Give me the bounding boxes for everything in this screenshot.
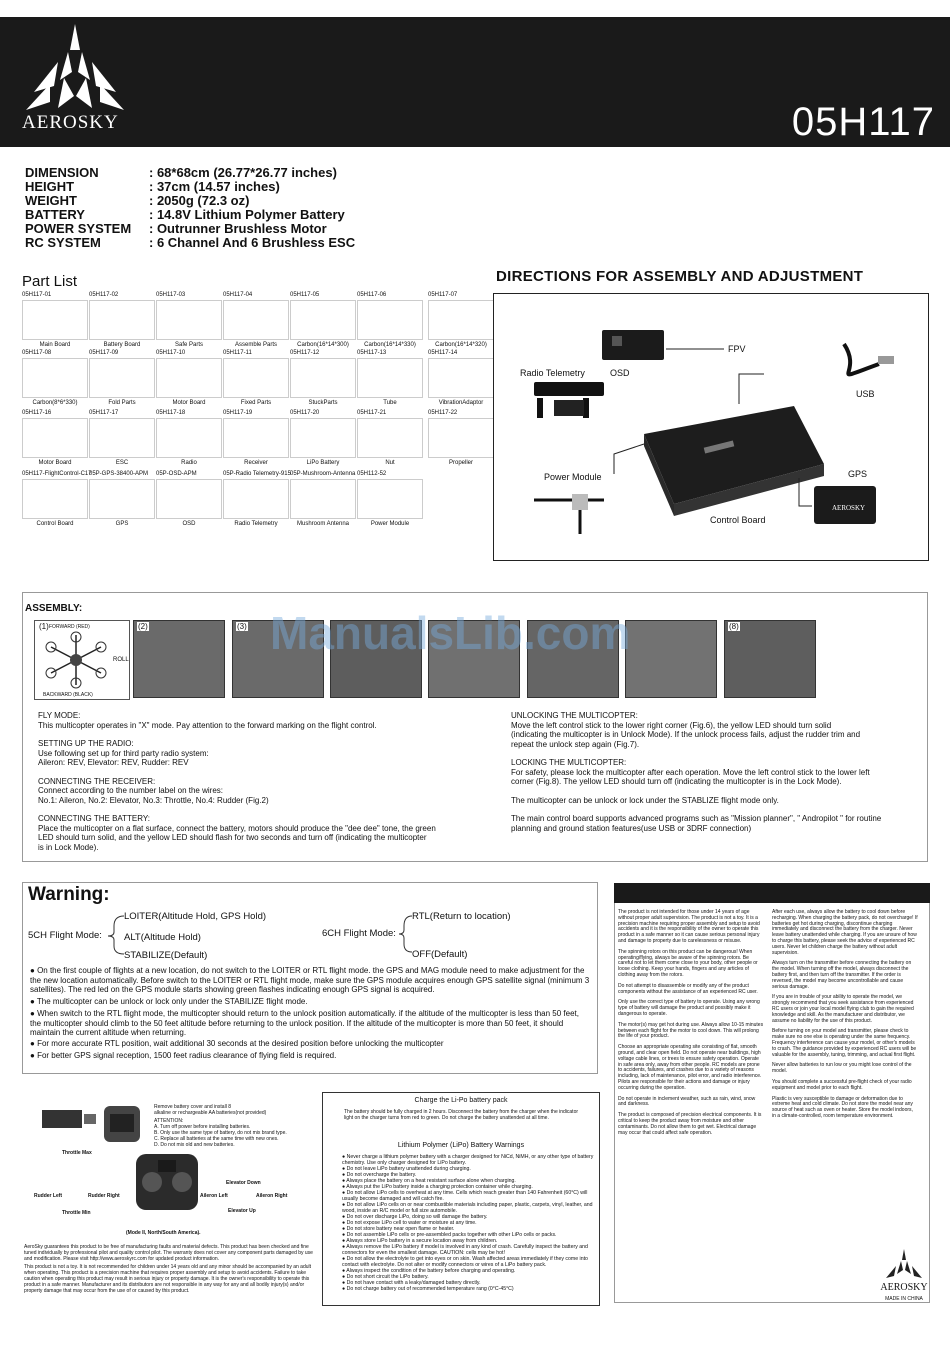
- hexacopter-icon: [43, 631, 109, 689]
- part-name: Radio: [181, 460, 197, 466]
- part-item: [223, 350, 289, 408]
- footer-logo-icon: [884, 1248, 924, 1282]
- label-osd: OSD: [610, 368, 630, 378]
- part-image: [223, 418, 289, 458]
- flight-mode-5ch-label: 5CH Flight Mode:: [28, 930, 102, 941]
- spec-label: HEIGHT: [25, 179, 75, 194]
- stick-label: Elevator Down: [226, 1180, 261, 1186]
- part-name: GPS: [115, 521, 129, 527]
- instruction-body: The main control board supports advanced programs such as "Mission planner", " Andropilot " for routine planning and ground station features(use USB or 3DRF connection): [511, 814, 882, 833]
- lipo-warning-item: ● Always place the battery on a heat resistant surface alone when charging.: [342, 1178, 516, 1184]
- part-image: [22, 479, 88, 519]
- lipo-warning-item: ● Never charge a lithium polymer battery with a charger designed for NiCd, NiMH, or any other type of battery chemistry. Use only charger designed for LiPo battery.: [342, 1154, 594, 1166]
- part-code: 05H117-09: [89, 350, 119, 356]
- part-code: 05H117-18: [156, 410, 186, 416]
- stick-label: Elevator Up: [228, 1208, 256, 1214]
- instruction-heading: LOCKING THE MULTICOPTER:: [511, 758, 627, 767]
- lipo-warning-item: ● Always inspect the condition of the battery before charging and operating.: [342, 1268, 516, 1274]
- mode-caption: (Mode II, North/South America).: [126, 1230, 201, 1236]
- part-item: [89, 471, 155, 529]
- wiring-diagram: [493, 293, 929, 561]
- part-image: [290, 479, 356, 519]
- part-image: [290, 358, 356, 398]
- battery-attention: ATTENTION: A. Turn off power before installing batteries. B. Only use the same type of battery, do not mix brand type. C. Replace all batteries at the same time with new ones. D. Do not mix old and new batteries.: [154, 1118, 287, 1148]
- stick-label: Throttle Min: [62, 1210, 91, 1216]
- spec-row: [25, 222, 525, 236]
- lipo-warning-item: ● Do not have contact with a leaky/damaged battery directly.: [342, 1280, 481, 1286]
- assembly-right-text: [511, 711, 921, 833]
- stick-label: Rudder Left: [34, 1193, 63, 1199]
- battery-note: Remove battery cover and install 8 alkaline or rechargeable AA batteries(not provided): [154, 1104, 267, 1116]
- lipo-warning-item: ● Do not over discharge LiPo, doing so will damage the battery.: [342, 1214, 488, 1220]
- spec-label: DIMENSION: [25, 165, 99, 180]
- safety-paragraph: Always turn on the transmitter before connecting the battery on the model. When turning off the model, always disconnect the battery first, and then turn off the transmitter. If the order is reversed, the model may become uncontrollable and cause serious damage.: [772, 960, 912, 990]
- assembly-photo: [724, 620, 816, 698]
- lipo-warning-item: ● Always put the LiPo battery inside a charging protection container while charging.: [342, 1184, 533, 1190]
- lipo-warnings-title: Lithium Polymer (LiPo) Battery Warnings: [397, 1142, 525, 1149]
- charge-text: The battery should be fully charged in 2 hours. Disconnect the battery from the charger when the indicator light on the charger turns from red to green. Do not charge the battery unattended at all time.: [344, 1109, 579, 1121]
- part-item: [223, 292, 289, 350]
- safety-paragraph: The product is composed of precision electrical components. It is critical to keep the product away from moisture and other contaminants. Do not allow them to get wet. Electrical damage may occur that could affect safe operation.: [618, 1112, 762, 1136]
- part-image: [89, 479, 155, 519]
- safety-paragraph: If you are in trouble of your ability to operate the model, we strongly recommend that you seek assistance from experienced RC users or join your local model flying club to gain the required knowledge and skill. As the manufacturer and distributor, we assume no liability for the use of this product.: [772, 994, 914, 1024]
- assembly-photo: [625, 620, 717, 698]
- model-number: 05H117: [791, 100, 935, 144]
- spec-value: : 14.8V Lithium Polymer Battery: [149, 207, 345, 222]
- lipo-warning-item: ● Do not leave LiPo battery unattended during charging.: [342, 1166, 471, 1172]
- part-image: [156, 479, 222, 519]
- part-image: [428, 418, 494, 458]
- part-code: 05H117-07: [428, 292, 458, 298]
- part-name: Carbon(16*14*300): [297, 342, 349, 348]
- part-item: [223, 410, 289, 468]
- part-code: 05H117-03: [156, 292, 186, 298]
- safety-paragraph: Do not operate in inclement weather, such as rain, wind, snow and darkness.: [618, 1095, 756, 1108]
- safety-column-right: [772, 910, 926, 1125]
- part-item: [290, 292, 356, 350]
- flight-mode-6ch-label: 6CH Flight Mode:: [322, 928, 396, 939]
- instruction-body: Move the left control stick to the lower right corner (Fig.6), the yellow LED should turn solid (indicating the multicopter is in Unlock Mode). If the unlock process fails, adjust the rudder trim and repeat the unlock step again (Fig.7).: [511, 720, 861, 749]
- part-name: Fixed Parts: [240, 400, 272, 406]
- part-code: 05H117-FlightControl-C17: [22, 471, 92, 477]
- part-image: [428, 300, 494, 340]
- part-code: 05H117-13: [357, 350, 387, 356]
- part-code: 05H117-10: [156, 350, 186, 356]
- safety-paragraph: After each use, always allow the battery to cool down before recharging. When charging the battery pack, do not overcharge! If batteries get hot during charging, discontinue charging immediately and disconnect the battery from the charger. Never leave battery unattended while charging. If you are unsure of how to charge this battery, please seek the advice of experienced RC users. Never let children charge the battery without adult supervision.: [772, 909, 918, 956]
- part-code: 05P-Radio Telemetry-915: [223, 471, 291, 477]
- label-control-board: Control Board: [710, 515, 766, 525]
- part-image: [22, 358, 88, 398]
- part-name: Main Board: [39, 342, 71, 348]
- safety-paragraph: The product is not intended for those under 14 years of age without proper adult supervision. The product is not a toy. It is a precision machine requiring proper assembly and setup to avoid accidents and it is the responsibility of the owner to operate this product in a safe manner so it can cause serious personal injury and damage to property due to carelessness or misuse.: [618, 909, 760, 944]
- fig-number: (2): [138, 622, 148, 631]
- part-image: [156, 300, 222, 340]
- part-item: [22, 350, 88, 408]
- guarantee-text: AeroSky guarantees this product to be free of manufacturing faults and material defects. This product has been checked and fine tuned individually by professional pilot and quality control pilot. The warranty does not cover any component parts damaged by use and modification. Please visit http://www.aeroskyrc.com for updated product information.: [24, 1244, 313, 1262]
- fig-number: (1): [39, 622, 49, 631]
- part-name: Fold Parts: [108, 400, 136, 406]
- part-item: [357, 350, 423, 408]
- part-image: [156, 418, 222, 458]
- part-item: [89, 410, 155, 468]
- brand-name: AEROSKY: [22, 112, 119, 133]
- safety-paragraph: Never allow batteries to run low or you might lose control of the model.: [772, 1062, 912, 1075]
- spec-value: : Outrunner Brushless Motor: [149, 221, 327, 236]
- warning-title: Warning:: [28, 884, 110, 905]
- label-radio-telemetry: Radio Telemetry: [520, 368, 585, 378]
- warning-bullet: ● When switch to the RTL flight mode, the multicopter should return to the unlock position automatically. if the altitude of the multicopter is less than 50 feet, the multicopter should climb to the 50 feet altitude before returning to the unlock position. If the altitude of the multicopter is more than 50 feet, it should maintain the current altitude when returning.: [30, 1009, 579, 1037]
- fly-mode-figure: [34, 620, 130, 700]
- part-code: 05H117-04: [223, 292, 253, 298]
- spec-row: [25, 180, 525, 194]
- instruction-heading: CONNECTING THE BATTERY:: [38, 814, 151, 823]
- part-item: [290, 410, 356, 468]
- spec-row: [25, 166, 525, 180]
- instruction-body: Connect according to the number label on the wires: No.1: Aileron, No.2: Elevator, No.3: Throttle, No.4: Rudder (Fig.2): [38, 786, 269, 805]
- assembly-photo: [133, 620, 225, 698]
- label-fpv: FPV: [728, 344, 746, 354]
- stick-label: Rudder Right: [88, 1193, 120, 1199]
- part-code: 05P-OSD-APM: [156, 471, 197, 477]
- instruction-heading: FLY MODE:: [38, 711, 81, 720]
- part-code: 05H117-05: [290, 292, 320, 298]
- footer-brand: AEROSKY: [880, 1282, 928, 1293]
- part-code: 05H117-19: [223, 410, 253, 416]
- watermark: ManualsLib.com: [270, 607, 631, 659]
- part-name: Tube: [383, 400, 397, 406]
- label-gps: GPS: [848, 469, 868, 479]
- lipo-warning-item: ● Do not assemble LiPo cells or pre-assembled packs together with other LiPo cells or packs.: [342, 1232, 557, 1238]
- safety-paragraph: Before turning on your model and transmitter, please check to make sure no one else is operating under the same frequency. Frequency interference can cause your model, or other's models to crash. The guidance provided by experienced RC users will be valuable for the assembly, tuning, trimming, and actual first flight.: [772, 1028, 917, 1058]
- instruction-body: For safety, please lock the multicopter after each operation. Move the left control stick to the lower left corner (Fig.8). The yellow LED should turn off (indicating the multicopter is in the Lock Mode).: [511, 767, 870, 786]
- part-name: Nut: [385, 460, 395, 466]
- part-code: 05H117-20: [290, 410, 320, 416]
- lipo-warning-item: ● Do not expose LiPo cell to water or moisture at any time.: [342, 1220, 477, 1226]
- assembly-left-text: [38, 711, 498, 852]
- part-code: 05H117-17: [89, 410, 119, 416]
- spec-value: : 2050g (72.3 oz): [149, 193, 250, 208]
- flight-mode-option: ALT(Altitude Hold): [124, 932, 201, 943]
- lipo-warning-item: ● Do not short circuit the LiPo battery.: [342, 1274, 429, 1280]
- instruction-heading: SETTING UP THE RADIO:: [38, 739, 134, 748]
- part-item: [156, 292, 222, 350]
- spec-row: [25, 208, 525, 222]
- part-code: 05H117-01: [22, 292, 52, 298]
- safety-paragraph: Only use the correct type of battery to operate. Using any wrong type of battery will damage the product and possibly make it dangerous to operate.: [618, 999, 760, 1017]
- lipo-warning-item: ● Do not charge battery out of recommended temperature rang (0°C-45°C): [342, 1286, 514, 1292]
- part-image: [22, 300, 88, 340]
- warning-bullet: ● For better GPS signal reception, 1500 feet radius clearance of flying field is required.: [30, 1051, 337, 1060]
- instruction-body: The multicopter can be unlock or lock under the STABLIZE flight mode only.: [511, 795, 779, 805]
- part-code: 05H117-08: [22, 350, 52, 356]
- aerosky-logo-icon: [20, 22, 130, 112]
- part-item: [357, 471, 423, 529]
- lipo-warning-list: [342, 1154, 594, 1292]
- part-image: [223, 479, 289, 519]
- flight-mode-option: STABILIZE(Default): [124, 950, 208, 961]
- warning-bullet: ● The multicopter can be unlock or lock only under the STABILIZE flight mode.: [30, 997, 308, 1006]
- part-name: LiPo Battery: [306, 460, 340, 466]
- part-image: [290, 300, 356, 340]
- part-item: [89, 292, 155, 350]
- part-name: Mushroom Antenna: [296, 521, 350, 527]
- lipo-warning-item: ● Do not allow the electrolyte to get into eyes or on skin. Wash affected areas immediately if they come into contact with electrolyte. Do not alter or modify connectors or wires of a LiPo battery pack.: [342, 1256, 588, 1268]
- made-in-china: MADE IN CHINA: [885, 1296, 923, 1302]
- part-name: Propeller: [448, 460, 473, 466]
- part-code: 05P-Mushroom-Antenna: [290, 471, 356, 477]
- part-image: [357, 479, 423, 519]
- stick-label: Aileron Right: [256, 1193, 288, 1199]
- flight-mode-option: OFF(Default): [412, 949, 468, 960]
- stick-label: Aileron Left: [200, 1193, 228, 1199]
- spec-label: BATTERY: [25, 207, 85, 222]
- part-item: [223, 471, 289, 529]
- part-item: [89, 350, 155, 408]
- part-name: VibrationAdaptor: [438, 400, 484, 406]
- spec-value: : 37cm (14.57 inches): [149, 179, 280, 194]
- lipo-warning-item: ● Always store LiPo battery in a secure location away from children.: [342, 1238, 498, 1244]
- part-item: [156, 471, 222, 529]
- part-name: Safe Parts: [174, 342, 203, 348]
- part-image: [223, 358, 289, 398]
- part-item: [290, 471, 356, 529]
- part-list-title: Part List: [22, 273, 78, 290]
- part-image: [290, 418, 356, 458]
- safety-paragraph: The motor(s) may get hot during use. Always allow 10-15 minutes between each flight for the motor to cool down. This will prolong the life of your product.: [618, 1021, 764, 1040]
- spec-value: : 6 Channel And 6 Brushless ESC: [149, 235, 356, 250]
- toy-notice: This product is not a toy. It is not recommended for children under 14 years old and any minor should be accompanied by an adult when operating. This product is a precision machine that requires proper assembly and setup to avoid accidents. Failure to take caution when operating this product may result in serious injury or property damage. It is the owner's responsibility to operate this product in a safe manner. Manufacturer and its distributors are not responsible in any way for any and all bodily injury(s) and/or property damage that may occur from the use of or caused by this product.: [24, 1264, 312, 1294]
- safety-paragraph: Do not attempt to disassemble or modify any of the product components without the assistance of an experienced RC user.: [618, 982, 758, 995]
- part-image: [428, 358, 494, 398]
- part-image: [89, 418, 155, 458]
- part-name: Carbon(8*6*330): [32, 400, 78, 406]
- spec-label: RC SYSTEM: [25, 235, 101, 250]
- safety-paragraph: Plastic is very susceptible to damage or deformation due to extreme heat and cold climate. Do not store the model near any source of heat such as oven or heater. Store the model indoors, in a climate-controlled, room temperature environment.: [772, 1095, 913, 1119]
- part-image: [156, 358, 222, 398]
- lipo-warning-item: ● Do not allow LiPo cells on or near combustible materials including paper, plastic, carpets, vinyl, leather, and wood, inside an R/C model or full size automobile.: [342, 1202, 593, 1214]
- mode-brace-icon: [398, 912, 414, 956]
- forward-label: FORWARD (RED): [49, 624, 90, 630]
- part-item: [290, 350, 356, 408]
- gps-brand: AEROSKY: [832, 504, 866, 512]
- part-code: 05H117-02: [89, 292, 119, 298]
- safety-paragraph: You should complete a successful pre-flight check of your radio equipment and model prior to each flight.: [772, 1078, 912, 1091]
- warning-bullet: ● On the first couple of flights at a new location, do not switch to the LOITER or RTL flight mode. the GPS and MAG module need to make adjustment for the the new location automatically. Before switch to the LOITER or RTL flight mode, make sure the GPS module acquires enough GPS satellite signal (minimum 3 satellites). The red led on the GPS module starts showing green flashes indicating enough GPS signal is acquired.: [30, 966, 590, 994]
- part-image: [89, 358, 155, 398]
- charge-title: Charge the Li-Po battery pack: [414, 1097, 508, 1104]
- part-code: 05P-GPS-38400-APM: [89, 471, 149, 477]
- part-code: 05H117-14: [428, 350, 458, 356]
- part-image: [22, 418, 88, 458]
- part-name: OSD: [182, 521, 196, 527]
- part-name: Radio Telemetry: [234, 521, 278, 527]
- instruction-heading: UNLOCKING THE MULTICOPTER:: [511, 711, 638, 720]
- directions-title: DIRECTIONS FOR ASSEMBLY AND ADJUSTMENT: [496, 268, 864, 285]
- safety-paragraph: Choose an appropriate operating site consisting of flat, smooth ground, and clear open field. Do not operate near buildings, high voltage cable lines, or trees to ensure safety operation. Operate in safe area only, away from other people. RC models are prone to accidents, failures, and crashes due to a variety of reasons including, lack of maintenance, pilot error, and radio interference. Pilots are responsible for their actions and damage or injury occurring during the operation.: [618, 1044, 762, 1091]
- warning-bullet: ● For more accurate RTL position, wait additional 30 seconds at the desired position before unlocking the multicopter: [30, 1039, 444, 1048]
- part-item: [156, 350, 222, 408]
- part-name: ESC: [115, 460, 129, 466]
- fig-number: (8): [729, 622, 739, 631]
- part-item: [22, 292, 88, 350]
- part-code: 05H117-06: [357, 292, 387, 298]
- part-name: Receiver: [244, 460, 268, 466]
- safety-column-left: [618, 910, 768, 1141]
- part-name: StuckParts: [308, 400, 338, 406]
- part-name: Carbon(16*14*320): [435, 342, 487, 348]
- part-item: [156, 410, 222, 468]
- part-item: [357, 410, 423, 468]
- flight-mode-option: LOITER(Altitude Hold, GPS Hold): [124, 911, 267, 922]
- mode-brace-icon: [106, 912, 126, 958]
- part-image: [357, 300, 423, 340]
- part-image: [357, 358, 423, 398]
- part-code: 05H117-11: [223, 350, 252, 356]
- part-name: Power Module: [370, 521, 410, 527]
- instruction-heading: CONNECTING THE RECEIVER:: [38, 776, 156, 786]
- part-image: [357, 418, 423, 458]
- safety-paragraph: The spinning rotors on this product can be dangerous! When operating/flying, always be aware of the spinning rotors. Be careful not to let them come close to your body, other people or loose clothing. Keep your hands, fingers and any articles of clothing away from the rotors.: [618, 948, 758, 978]
- transmitter-icon: [130, 1150, 204, 1214]
- part-code: 05H117-21: [357, 410, 387, 416]
- assembly-title: ASSEMBLY:: [25, 603, 83, 614]
- spec-row: [25, 236, 525, 250]
- part-name: Carbon(16*14*330): [364, 342, 416, 348]
- instruction-body: This multicopter operates in "X" mode. Pay attention to the forward marking on the flight control.: [38, 720, 377, 730]
- part-code: 05H117-12: [290, 350, 320, 356]
- lipo-warning-item: ● Do not allow LiPo cells to overheat at any time. Cells which reach greater than 140 Fahrenheit (60°C) will usually become damaged and will catch fire.: [342, 1190, 588, 1202]
- flight-mode-option: RTL(Return to location): [412, 911, 511, 922]
- part-code: 05H117-16: [22, 410, 52, 416]
- part-item: [428, 292, 494, 350]
- label-power-module: Power Module: [544, 472, 602, 482]
- instruction-body: Use following set up for third party radio system: Aileron: REV, Elevator: REV, Rudder: REV: [38, 748, 209, 767]
- part-image: [89, 300, 155, 340]
- roll-label: ROLL: [113, 657, 129, 663]
- part-item: [357, 292, 423, 350]
- lipo-warning-item: ● Always remove the LiPo battery if model is involved in any kind of crash. Carefully inspect the battery and connectors for even the smallest damage. CAUTION: cells may be hot!: [342, 1244, 588, 1256]
- safety-header-bar: [614, 883, 930, 903]
- part-name: Motor Board: [172, 400, 206, 406]
- part-item: [22, 410, 88, 468]
- transmitter-back-icon: [100, 1104, 144, 1144]
- spec-value: : 68*68cm (26.77*26.77 inches): [149, 165, 337, 180]
- spec-label: POWER SYSTEM: [25, 221, 132, 236]
- spec-table: [25, 166, 525, 250]
- charger-icon: [40, 1106, 100, 1136]
- part-item: [428, 350, 494, 408]
- part-name: Motor Board: [38, 460, 72, 466]
- part-item: [22, 471, 92, 529]
- spec-row: [25, 194, 525, 208]
- part-code: 05H112-52: [357, 471, 387, 477]
- part-name: Battery Board: [103, 342, 141, 348]
- instruction-body: Place the multicopter on a flat surface, connect the battery, motors should produce the "dee dee" tone, the green LED should turn solid, and the yellow LED should flash for two seconds and turn off (indicating the multicopter is in Lock Mode).: [38, 823, 436, 852]
- fig-number: (3): [237, 622, 247, 631]
- lipo-warning-item: ● Do not overcharge the battery.: [342, 1172, 417, 1178]
- part-image: [223, 300, 289, 340]
- part-name: Assemble Parts: [234, 342, 277, 348]
- spec-label: WEIGHT: [25, 193, 77, 208]
- part-item: [428, 410, 494, 468]
- backward-label: BACKWARD (BLACK): [43, 692, 93, 698]
- stick-label: Throttle Max: [62, 1150, 92, 1156]
- part-code: 05H117-22: [428, 410, 458, 416]
- part-name: Control Board: [36, 521, 74, 527]
- label-usb: USB: [856, 389, 875, 399]
- lipo-warning-item: ● Do not store battery near open flame or heater.: [342, 1226, 455, 1232]
